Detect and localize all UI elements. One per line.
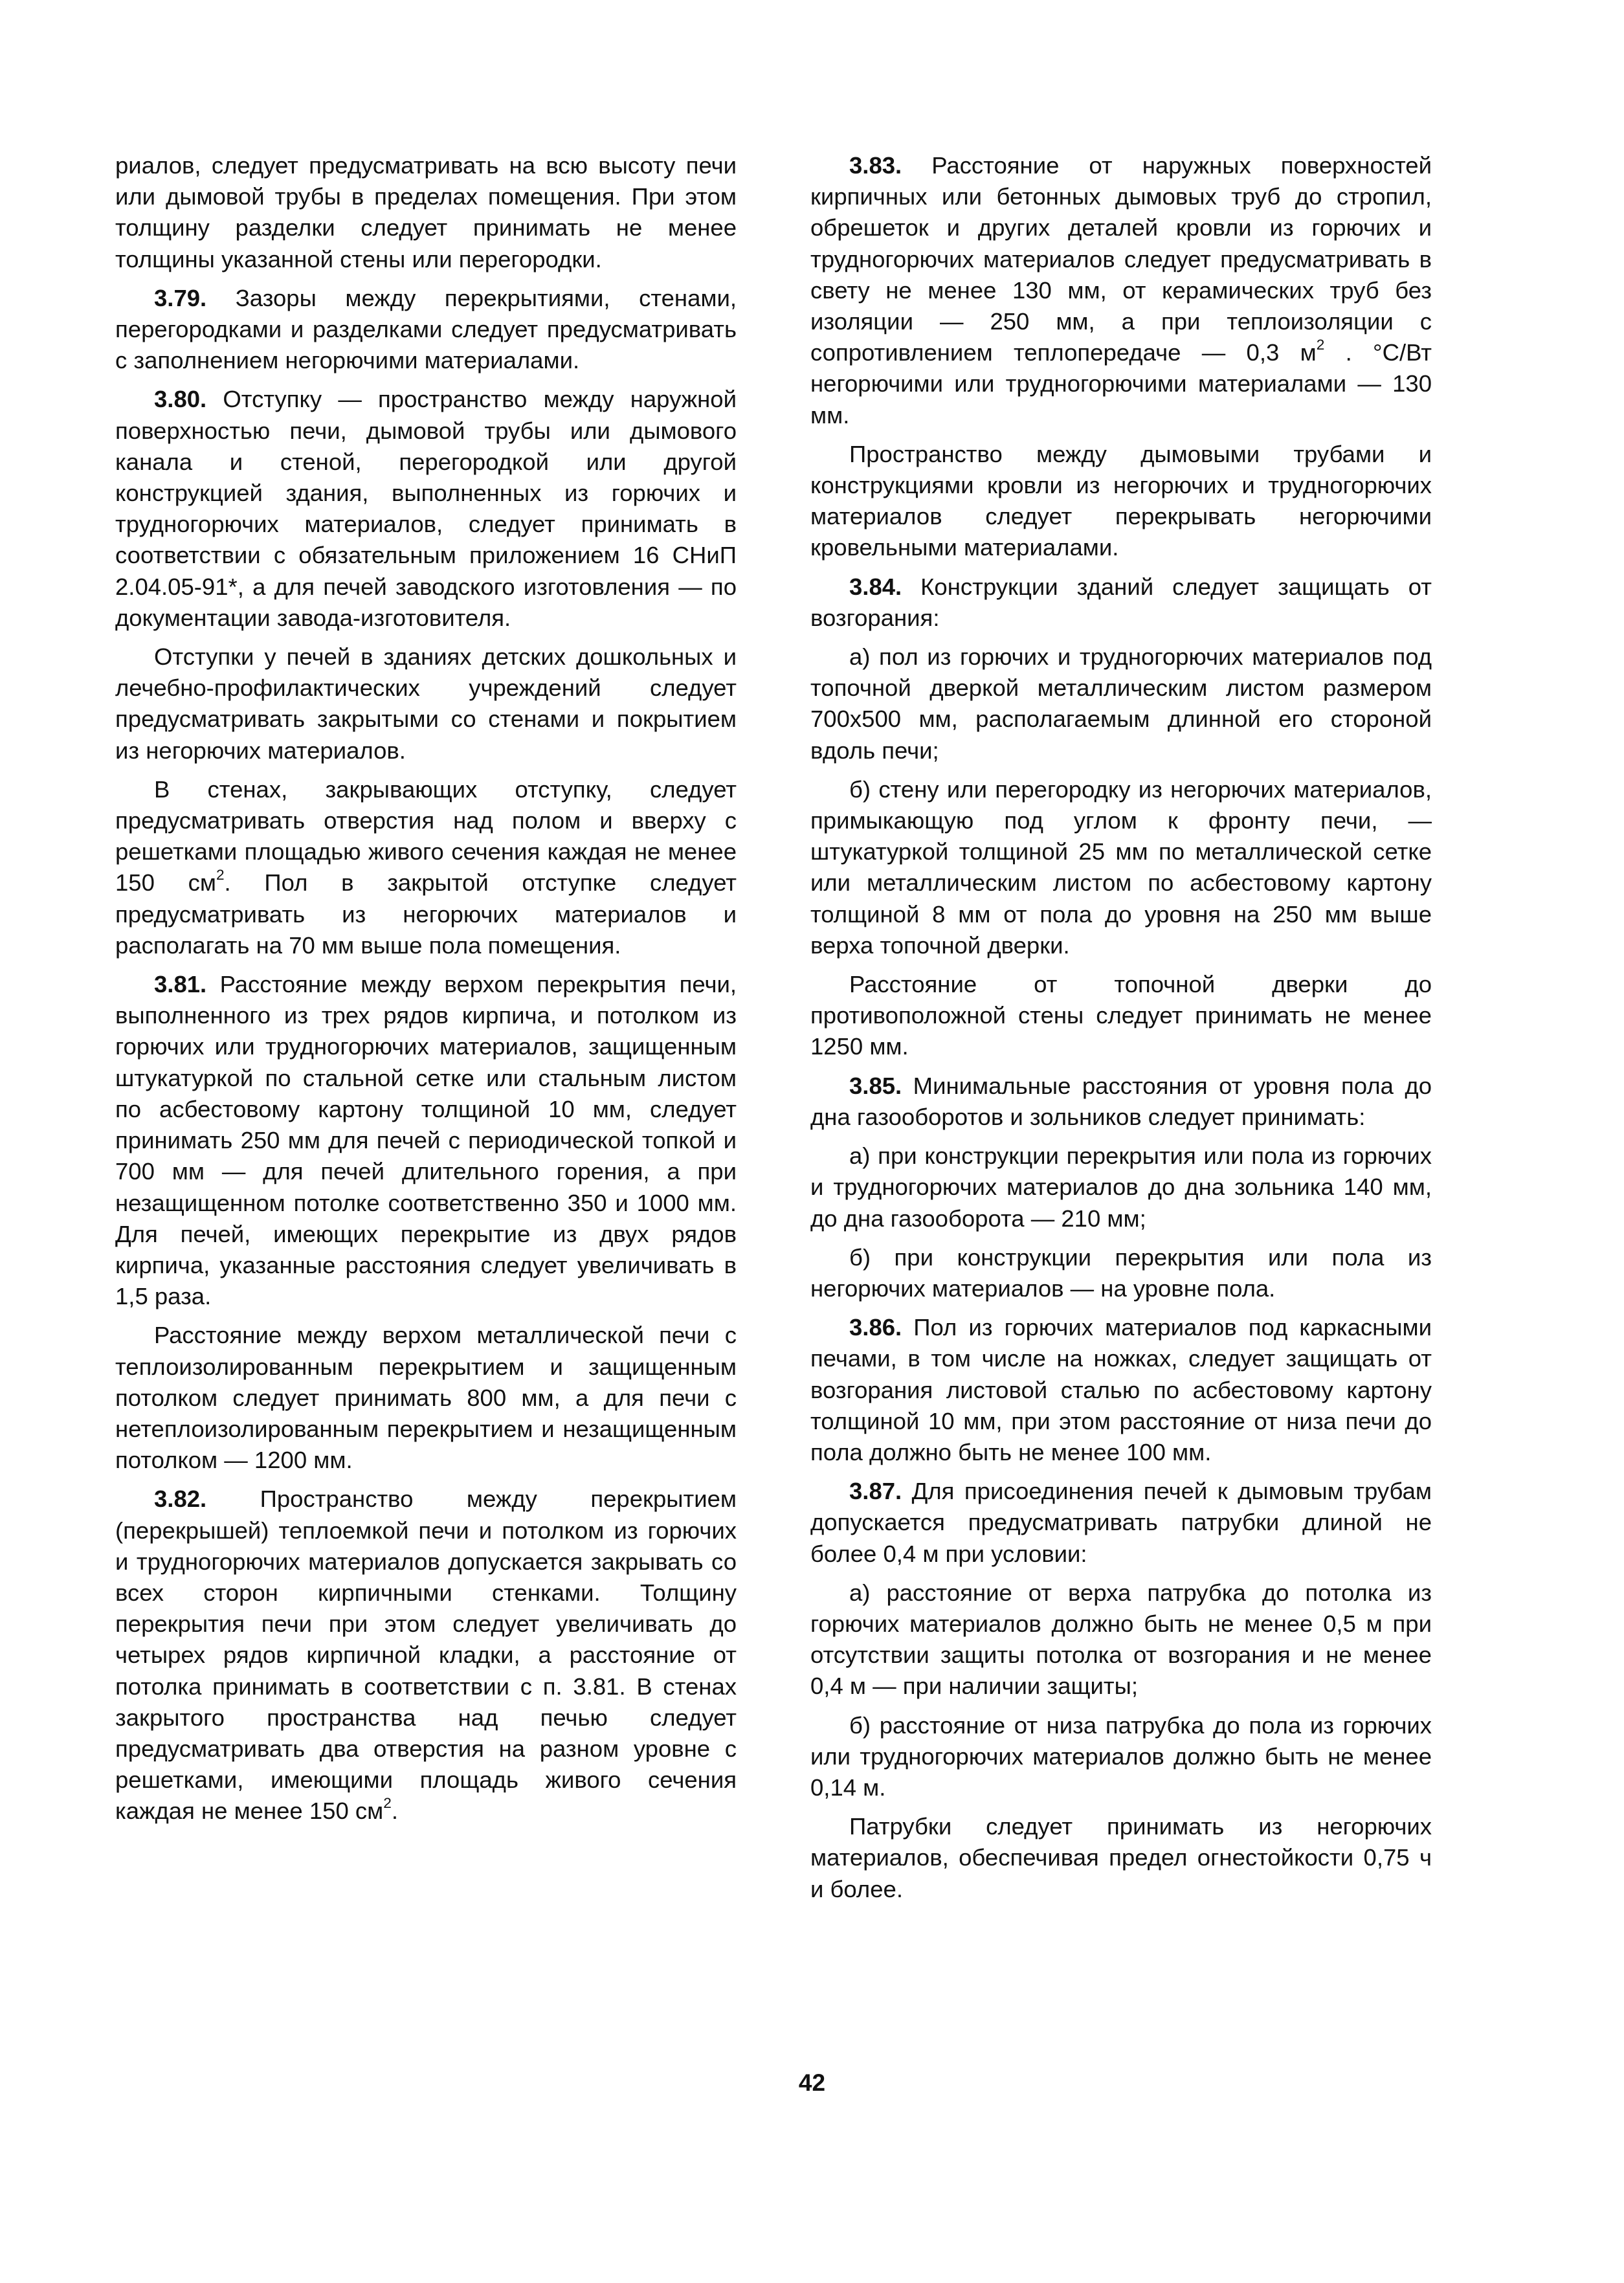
paragraph-text: Расстояние между верхом металлической печи с теплоизолированным перекрытием и защищенным потолком следует принимать 800 мм, а для печи с нетеплоизолированным перекрытием и незащищенным потолком — 1200 мм. [115, 1322, 737, 1474]
paragraph-text: риалов, следует предусматривать на всю высоту печи или дымовой трубы в пределах помещения. При этом толщину разделки следует принимать не менее толщины указанной стены или перегородки. [115, 152, 737, 273]
paragraph-text: В стенах, закрывающих отступку, следует предусматривать отверстия над полом и вверху с решетками площадью живого сечения каждая не менее 150 см [115, 775, 737, 896]
clause-3-85 [810, 1071, 1432, 1133]
clause-text: . °С/Вт негорючими или трудногорючими материалами — 130 мм. [810, 339, 1432, 429]
list-item-text: б) стену или перегородку из негорючих материалов, примыкающую под углом к фронту печи, — штукатуркой толщиной 25 мм по металлической сетке или металлическим листом по асбестовому картону толщиной 8 мм от пола до уровня на 250 мм выше верха топочной дверки. [810, 775, 1432, 959]
clause-number: 3.80. [154, 386, 207, 413]
list-item-text: а) расстояние от верха патрубка до потолка из горючих материалов должно быть не менее 0,5 м при отсутствии защиты потолка от возгорания и не менее 0,4 м — при наличии защиты; [810, 1579, 1432, 1700]
clause-text: Для присоединения печей к дымовым трубам допускается предусматривать патрубки длиной не более 0,4 м при условии: [810, 1478, 1432, 1567]
clause-text: Минимальные расстояния от уровня пола до дна газооборотов и зольников следует принимать: [810, 1072, 1432, 1130]
left-column [115, 150, 737, 1835]
clause-3-81 [115, 969, 737, 1312]
clause-3-86 [810, 1312, 1432, 1468]
superscript: 2 [216, 867, 225, 884]
paragraph-text: . Пол в закрытой отступке следует предусматривать из негорючих материалов и располагать на 70 мм выше пола помещения. [115, 869, 737, 959]
clause-3-79 [115, 283, 737, 377]
paragraph-text: Расстояние от топочной дверки до противоположной стены следует принимать не менее 1250 мм. [810, 971, 1432, 1060]
superscript: 2 [1316, 337, 1325, 353]
list-item [810, 641, 1432, 766]
clause-number: 3.84. [849, 573, 902, 600]
clause-3-87 [810, 1476, 1432, 1570]
clause-text: Пространство между перекрытием (перекрышей) теплоемкой печи и потолком из горючих и трудногорючих материалов допускается закрывать со всех сторон кирпичными стенками. Толщину перекрытия печи при этом следует увеличивать до четырех рядов кирпичной кладки, а расстояние от потолка принимать в соответствии с п. 3.81. В стенах закрытого пространства над печью следует предусматривать два отверстия на разном уровне с решетками, имеющими площадь живого сечения каждая не менее 150 см [115, 1486, 737, 1825]
clause-number: 3.82. [154, 1486, 207, 1513]
clause-text: Зазоры между перекрытиями, стенами, перегородками и разделками следует предусматривать с заполнением негорючими материалами. [115, 284, 737, 374]
list-item [810, 1141, 1432, 1234]
list-item-text: а) при конструкции перекрытия или пола из горючих и трудногорючих материалов до дна зольника 140 мм, до дна газооборота — 210 мм; [810, 1142, 1432, 1232]
clause-3-84 [810, 572, 1432, 634]
paragraph-text: Патрубки следует принимать из негорючих материалов, обеспечивая предел огнестойкости 0,75 ч и более. [810, 1813, 1432, 1902]
clause-text: . [391, 1798, 399, 1825]
clause-number: 3.85. [849, 1072, 902, 1099]
list-item [810, 1710, 1432, 1804]
list-item [810, 774, 1432, 961]
clause-number: 3.83. [849, 152, 902, 179]
superscript: 2 [383, 1795, 392, 1812]
clause-text: Расстояние от наружных поверхностей кирпичных или бетонных дымовых труб до стропил, обрешеток и других деталей кровли из горючих и трудногорючих материалов следует предусматривать в свету не менее 130 мм, от керамических труб без изоляции — 250 мм, а при теплоизоляции с сопротивлением теплопередаче — 0,3 м [810, 152, 1432, 366]
clause-number: 3.86. [849, 1314, 902, 1341]
paragraph [115, 774, 737, 961]
clause-3-80 [115, 384, 737, 634]
page-number: 42 [798, 2069, 826, 2096]
clause-text: Пол из горючих материалов под каркасными печами, в том числе на ножках, следует защищать от возгорания листовой сталью по асбестовому картону толщиной 10 мм, при этом расстояние от низа печи до пола должно быть не менее 100 мм. [810, 1314, 1432, 1465]
list-item [810, 1577, 1432, 1702]
clause-3-83 [810, 150, 1432, 431]
list-item-text: а) пол из горючих и трудногорючих материалов под топочной дверкой металлическим листом размером 700х500 мм, располагаемым длинной его стороной вдоль печи; [810, 643, 1432, 764]
list-item [810, 1242, 1432, 1304]
clause-text: Конструкции зданий следует защищать от возгорания: [810, 573, 1432, 631]
paragraph-continuation [115, 150, 737, 275]
right-column [810, 150, 1432, 1913]
clause-3-82 [115, 1484, 737, 1827]
clause-number: 3.81. [154, 971, 207, 998]
clause-text: Расстояние между верхом перекрытия печи, выполненного из трех рядов кирпича, и потолком из горючих или трудногорючих материалов, защищенным штукатуркой по стальной сетке или стальным листом по асбестовому картону толщиной 10 мм, следует принимать 250 мм для печей с периодической топкой и 700 мм — для печей длительного горения, а при незащищенном потолке соответственно 350 и 1000 мм. Для печей, имеющих перекрытие из двух рядов кирпича, указанные расстояния следует увеличивать в 1,5 раза. [115, 971, 737, 1310]
paragraph [810, 1811, 1432, 1905]
paragraph [810, 439, 1432, 564]
paragraph [810, 969, 1432, 1063]
clause-text: Отступку — пространство между наружной поверхностью печи, дымовой трубы или дымового канала и стеной, перегородкой или другой конструкцией здания, выполненных из горючих и трудногорючих материалов, следует принимать в соответствии с обязательным приложением 16 СНиП 2.04.05-91*, а для печей заводского изготовления — по документации завода-изготовителя. [115, 386, 737, 631]
clause-number: 3.79. [154, 284, 207, 311]
paragraph-text: Пространство между дымовыми трубами и конструкциями кровли из негорючих и трудногорючих материалов следует перекрывать негорючими кровельными материалами. [810, 440, 1432, 561]
paragraph [115, 641, 737, 766]
list-item-text: б) расстояние от низа патрубка до пола из горючих или трудногорючих материалов должно быть не менее 0,14 м. [810, 1711, 1432, 1801]
list-item-text: б) при конструкции перекрытия или пола из негорючих материалов — на уровне пола. [810, 1243, 1432, 1302]
paragraph [115, 1320, 737, 1476]
paragraph-text: Отступки у печей в зданиях детских дошкольных и лечебно-профилактических учреждений следует предусматривать закрытыми со стенами и покрытием из негорючих материалов. [115, 643, 737, 764]
clause-number: 3.87. [849, 1478, 902, 1505]
